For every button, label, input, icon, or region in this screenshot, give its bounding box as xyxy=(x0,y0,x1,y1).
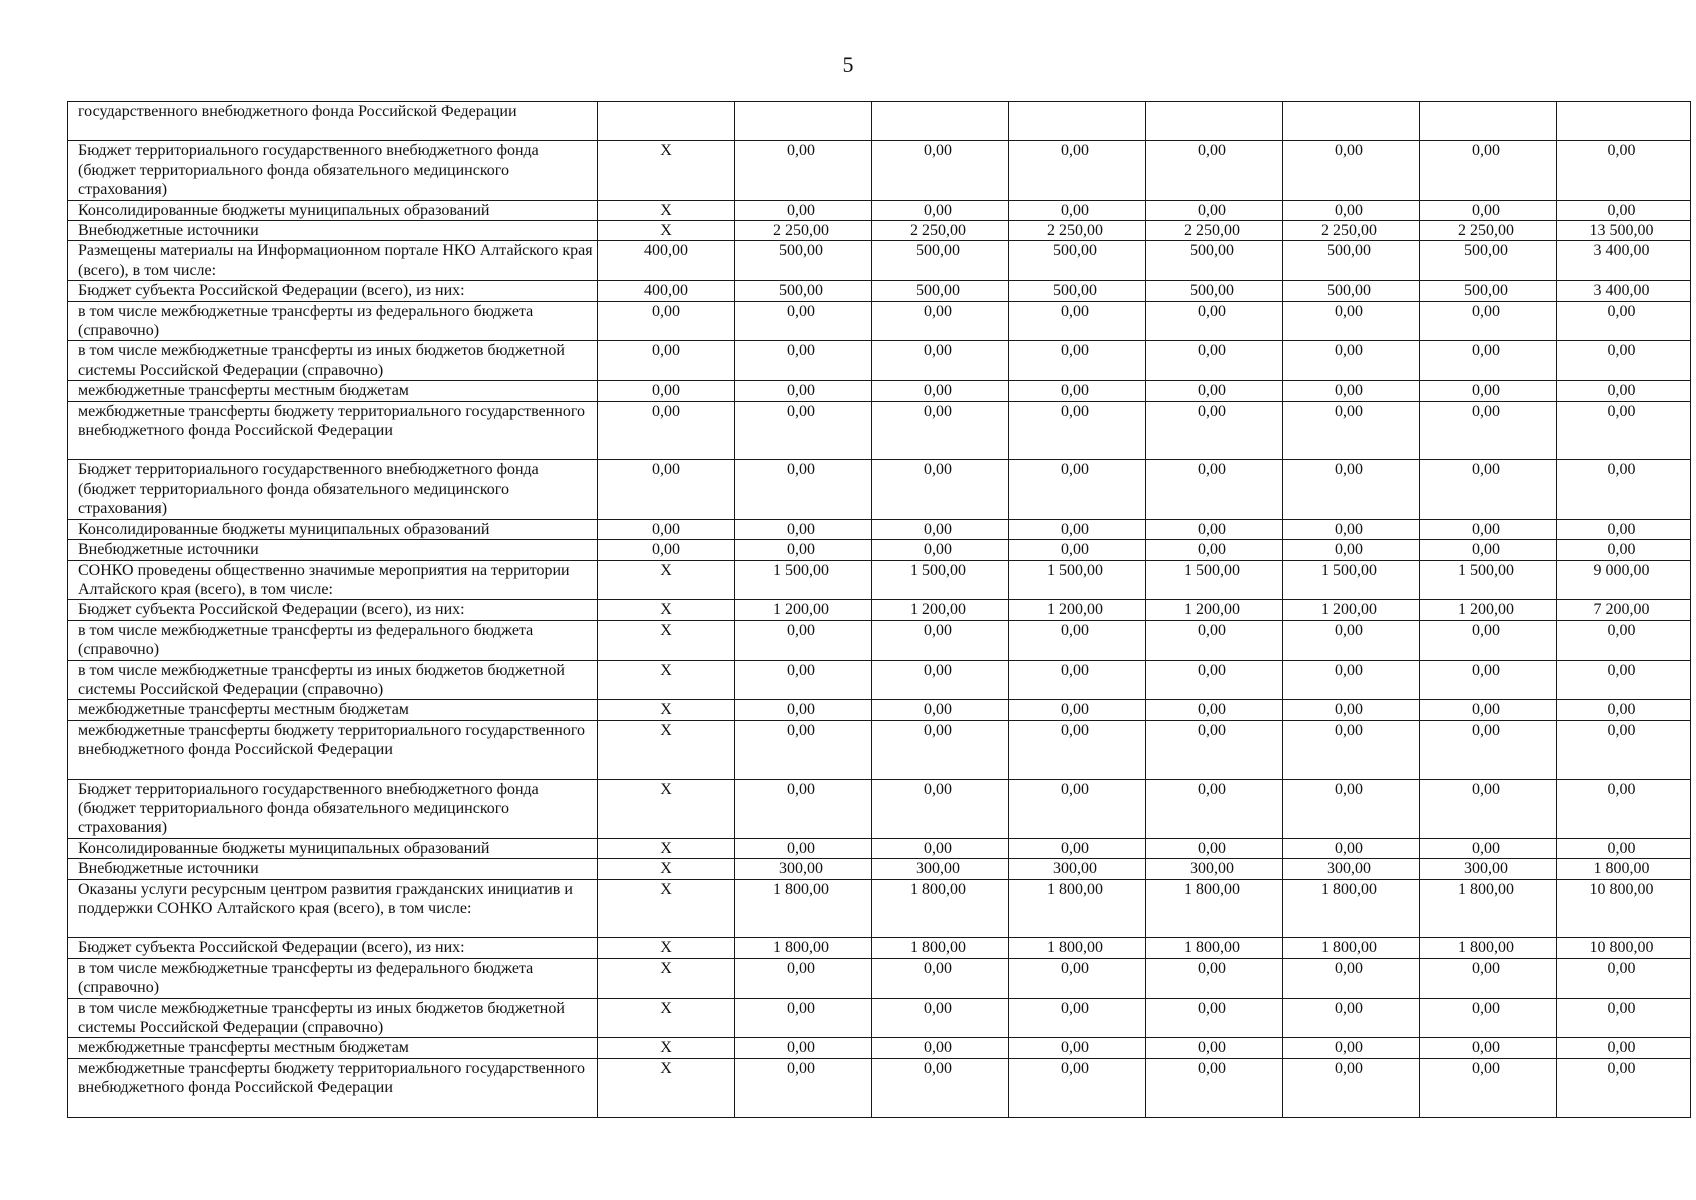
value-cell: 10 800,00 xyxy=(1557,879,1691,938)
value-cell: 0,00 xyxy=(1557,958,1691,998)
value-cell: 0,00 xyxy=(1283,200,1420,220)
value-cell: 0,00 xyxy=(1009,838,1146,858)
value-cell: 0,00 xyxy=(1557,720,1691,779)
value-cell: 400,00 xyxy=(598,281,735,301)
row-label: Бюджет субъекта Российской Федерации (всего), из них: xyxy=(68,281,598,301)
page-number: 5 xyxy=(842,52,854,77)
value-cell: 1 800,00 xyxy=(1557,859,1691,879)
table-row xyxy=(68,141,1691,200)
value-cell: 0,00 xyxy=(1557,700,1691,720)
row-label: Внебюджетные источники xyxy=(68,540,598,560)
value-cell: 1 800,00 xyxy=(872,879,1009,938)
value-cell: 1 200,00 xyxy=(735,600,872,620)
value-cell: 0,00 xyxy=(872,401,1009,460)
row-label: Бюджет территориального государственного внебюджетного фонда (бюджет территориального фонда обязательного медицинского страхования) xyxy=(68,779,598,838)
value-cell: 0,00 xyxy=(1146,460,1283,519)
value-cell: 0,00 xyxy=(598,301,735,341)
value-cell: 0,00 xyxy=(872,958,1009,998)
value-cell: 1 500,00 xyxy=(1009,560,1146,600)
value-cell: 0,00 xyxy=(1420,519,1557,539)
value-cell: 0,00 xyxy=(1420,620,1557,660)
row-label: в том числе межбюджетные трансферты из иных бюджетов бюджетной системы Российской Федерации (справочно) xyxy=(68,660,598,700)
value-cell xyxy=(735,102,872,141)
value-cell: Х xyxy=(598,620,735,660)
table-body xyxy=(68,102,1691,1118)
value-cell xyxy=(872,102,1009,141)
value-cell: 500,00 xyxy=(1009,281,1146,301)
table-row xyxy=(68,700,1691,720)
value-cell: 2 250,00 xyxy=(1420,221,1557,241)
table-row xyxy=(68,660,1691,700)
value-cell: 0,00 xyxy=(1009,381,1146,401)
row-label: Размещены материалы на Информационном портале НКО Алтайского края (всего), в том числе: xyxy=(68,241,598,281)
value-cell: 1 800,00 xyxy=(1146,879,1283,938)
value-cell: 1 800,00 xyxy=(1420,938,1557,958)
row-label: межбюджетные трансферты бюджету территориального государственного внебюджетного фонда Российской Федерации xyxy=(68,720,598,779)
value-cell: 0,00 xyxy=(1146,998,1283,1038)
value-cell: 0,00 xyxy=(872,779,1009,838)
value-cell: 0,00 xyxy=(735,200,872,220)
value-cell: 0,00 xyxy=(1557,779,1691,838)
value-cell: 0,00 xyxy=(1009,958,1146,998)
value-cell: 0,00 xyxy=(1146,519,1283,539)
value-cell: 0,00 xyxy=(598,540,735,560)
value-cell: 3 400,00 xyxy=(1557,281,1691,301)
value-cell: 0,00 xyxy=(1146,700,1283,720)
value-cell: 0,00 xyxy=(1557,401,1691,460)
value-cell: 0,00 xyxy=(598,519,735,539)
value-cell: 0,00 xyxy=(1283,660,1420,700)
value-cell: 0,00 xyxy=(1420,998,1557,1038)
table-row xyxy=(68,381,1691,401)
value-cell: 1 500,00 xyxy=(1146,560,1283,600)
value-cell: Х xyxy=(598,859,735,879)
value-cell: 0,00 xyxy=(1557,200,1691,220)
value-cell: 0,00 xyxy=(1557,1058,1691,1117)
value-cell: Х xyxy=(598,720,735,779)
value-cell: 0,00 xyxy=(1557,660,1691,700)
value-cell: 1 500,00 xyxy=(1283,560,1420,600)
table-row xyxy=(68,600,1691,620)
value-cell: 0,00 xyxy=(1283,700,1420,720)
value-cell: 0,00 xyxy=(1283,958,1420,998)
row-label: Бюджет субъекта Российской Федерации (всего), из них: xyxy=(68,600,598,620)
value-cell: 0,00 xyxy=(598,381,735,401)
value-cell: 0,00 xyxy=(1557,301,1691,341)
value-cell: 1 800,00 xyxy=(1420,879,1557,938)
row-label: Бюджет территориального государственного внебюджетного фонда (бюджет территориального фонда обязательного медицинского страхования) xyxy=(68,460,598,519)
value-cell: 0,00 xyxy=(872,620,1009,660)
value-cell: 2 250,00 xyxy=(1009,221,1146,241)
value-cell xyxy=(1283,102,1420,141)
value-cell: Х xyxy=(598,1038,735,1058)
value-cell: 0,00 xyxy=(1420,540,1557,560)
value-cell: 500,00 xyxy=(1420,281,1557,301)
value-cell: 0,00 xyxy=(1557,540,1691,560)
value-cell: 0,00 xyxy=(1420,1038,1557,1058)
value-cell: 0,00 xyxy=(1557,381,1691,401)
value-cell: 0,00 xyxy=(1420,301,1557,341)
table-row xyxy=(68,838,1691,858)
value-cell: 0,00 xyxy=(1557,519,1691,539)
value-cell: 0,00 xyxy=(735,998,872,1038)
value-cell: 10 800,00 xyxy=(1557,938,1691,958)
value-cell: 0,00 xyxy=(1283,460,1420,519)
value-cell: 0,00 xyxy=(872,700,1009,720)
value-cell: 0,00 xyxy=(1146,540,1283,560)
value-cell: Х xyxy=(598,879,735,938)
value-cell: 0,00 xyxy=(1009,1058,1146,1117)
value-cell: 7 200,00 xyxy=(1557,600,1691,620)
value-cell: 0,00 xyxy=(1146,200,1283,220)
value-cell: 2 250,00 xyxy=(735,221,872,241)
value-cell xyxy=(598,102,735,141)
value-cell: 0,00 xyxy=(735,620,872,660)
value-cell: 0,00 xyxy=(1009,620,1146,660)
value-cell: 0,00 xyxy=(1283,838,1420,858)
row-label: в том числе межбюджетные трансферты из федерального бюджета (справочно) xyxy=(68,620,598,660)
table-row xyxy=(68,958,1691,998)
value-cell: 300,00 xyxy=(735,859,872,879)
value-cell: 0,00 xyxy=(1557,341,1691,381)
value-cell: 0,00 xyxy=(1009,341,1146,381)
value-cell: 0,00 xyxy=(1420,720,1557,779)
value-cell: 0,00 xyxy=(735,1038,872,1058)
value-cell: 0,00 xyxy=(872,660,1009,700)
value-cell: 0,00 xyxy=(872,460,1009,519)
value-cell: 0,00 xyxy=(1009,401,1146,460)
row-label: в том числе межбюджетные трансферты из федерального бюджета (справочно) xyxy=(68,958,598,998)
value-cell: 0,00 xyxy=(1146,341,1283,381)
table-row xyxy=(68,938,1691,958)
value-cell: 0,00 xyxy=(735,341,872,381)
value-cell: 0,00 xyxy=(1283,341,1420,381)
value-cell: 0,00 xyxy=(598,401,735,460)
value-cell: 1 200,00 xyxy=(1009,600,1146,620)
value-cell: 0,00 xyxy=(1420,1058,1557,1117)
value-cell: 1 800,00 xyxy=(1009,938,1146,958)
value-cell: 0,00 xyxy=(735,519,872,539)
row-label: Внебюджетные источники xyxy=(68,859,598,879)
row-label: Бюджет субъекта Российской Федерации (всего), из них: xyxy=(68,938,598,958)
value-cell: Х xyxy=(598,838,735,858)
value-cell: 1 200,00 xyxy=(872,600,1009,620)
value-cell: 300,00 xyxy=(1009,859,1146,879)
budget-table xyxy=(67,101,1691,1118)
value-cell: 0,00 xyxy=(1146,141,1283,200)
value-cell: 0,00 xyxy=(1009,540,1146,560)
value-cell: Х xyxy=(598,1058,735,1117)
row-label: межбюджетные трансферты местным бюджетам xyxy=(68,381,598,401)
value-cell: 500,00 xyxy=(735,281,872,301)
value-cell: 0,00 xyxy=(1283,519,1420,539)
value-cell: 0,00 xyxy=(1557,620,1691,660)
value-cell: 1 800,00 xyxy=(872,938,1009,958)
value-cell: 0,00 xyxy=(872,720,1009,779)
value-cell: 0,00 xyxy=(872,301,1009,341)
row-label: Внебюджетные источники xyxy=(68,221,598,241)
value-cell: 300,00 xyxy=(1283,859,1420,879)
value-cell: 0,00 xyxy=(1283,779,1420,838)
value-cell: 0,00 xyxy=(1420,779,1557,838)
value-cell: 400,00 xyxy=(598,241,735,281)
value-cell: 0,00 xyxy=(1009,141,1146,200)
value-cell: Х xyxy=(598,998,735,1038)
table-row xyxy=(68,281,1691,301)
value-cell: 2 250,00 xyxy=(1146,221,1283,241)
value-cell: 0,00 xyxy=(735,141,872,200)
value-cell: 300,00 xyxy=(872,859,1009,879)
value-cell: 0,00 xyxy=(735,720,872,779)
value-cell: Х xyxy=(598,600,735,620)
value-cell: 0,00 xyxy=(1557,1038,1691,1058)
value-cell: 1 800,00 xyxy=(1283,938,1420,958)
value-cell: 9 000,00 xyxy=(1557,560,1691,600)
value-cell: 0,00 xyxy=(1009,1038,1146,1058)
value-cell: 300,00 xyxy=(1146,859,1283,879)
value-cell: 0,00 xyxy=(1420,660,1557,700)
row-label: государственного внебюджетного фонда Российской Федерации xyxy=(68,102,598,141)
value-cell: Х xyxy=(598,938,735,958)
value-cell: 0,00 xyxy=(1420,141,1557,200)
table-row xyxy=(68,401,1691,460)
value-cell: 0,00 xyxy=(1420,200,1557,220)
value-cell: 0,00 xyxy=(1283,141,1420,200)
value-cell: 0,00 xyxy=(735,381,872,401)
table-row xyxy=(68,519,1691,539)
value-cell: 1 500,00 xyxy=(735,560,872,600)
value-cell: 0,00 xyxy=(872,838,1009,858)
value-cell: 0,00 xyxy=(735,838,872,858)
value-cell: 0,00 xyxy=(1146,1038,1283,1058)
table-row xyxy=(68,102,1691,141)
value-cell: 0,00 xyxy=(872,381,1009,401)
value-cell: 0,00 xyxy=(1146,958,1283,998)
value-cell: Х xyxy=(598,660,735,700)
value-cell: Х xyxy=(598,779,735,838)
value-cell: 0,00 xyxy=(872,998,1009,1038)
row-label: Консолидированные бюджеты муниципальных образований xyxy=(68,200,598,220)
table-row xyxy=(68,241,1691,281)
row-label: Консолидированные бюджеты муниципальных образований xyxy=(68,519,598,539)
value-cell: 1 800,00 xyxy=(1009,879,1146,938)
value-cell: 500,00 xyxy=(1420,241,1557,281)
table-row xyxy=(68,779,1691,838)
value-cell: 0,00 xyxy=(872,1058,1009,1117)
value-cell: 1 500,00 xyxy=(872,560,1009,600)
value-cell: 0,00 xyxy=(1146,620,1283,660)
value-cell: 0,00 xyxy=(1557,998,1691,1038)
table-row xyxy=(68,879,1691,938)
value-cell: 0,00 xyxy=(1283,998,1420,1038)
value-cell: 500,00 xyxy=(1283,241,1420,281)
value-cell: 0,00 xyxy=(1420,700,1557,720)
value-cell: Х xyxy=(598,221,735,241)
value-cell: 1 200,00 xyxy=(1283,600,1420,620)
value-cell: 0,00 xyxy=(1009,460,1146,519)
value-cell xyxy=(1146,102,1283,141)
value-cell: 0,00 xyxy=(872,519,1009,539)
value-cell: 0,00 xyxy=(1283,401,1420,460)
value-cell: 0,00 xyxy=(1146,401,1283,460)
value-cell: 500,00 xyxy=(1009,241,1146,281)
value-cell: 0,00 xyxy=(1420,958,1557,998)
value-cell: 0,00 xyxy=(1557,460,1691,519)
value-cell: 0,00 xyxy=(872,1038,1009,1058)
value-cell: 0,00 xyxy=(1283,1058,1420,1117)
value-cell: 0,00 xyxy=(735,301,872,341)
value-cell: 0,00 xyxy=(598,341,735,381)
value-cell: 13 500,00 xyxy=(1557,221,1691,241)
table-row xyxy=(68,200,1691,220)
value-cell: 0,00 xyxy=(1146,301,1283,341)
row-label: межбюджетные трансферты местным бюджетам xyxy=(68,700,598,720)
value-cell: 0,00 xyxy=(1283,620,1420,660)
value-cell: 1 200,00 xyxy=(1146,600,1283,620)
table-row xyxy=(68,341,1691,381)
value-cell: 500,00 xyxy=(1146,281,1283,301)
row-label: Консолидированные бюджеты муниципальных образований xyxy=(68,838,598,858)
value-cell: 0,00 xyxy=(1146,660,1283,700)
value-cell: 0,00 xyxy=(872,341,1009,381)
table-row xyxy=(68,560,1691,600)
row-label: в том числе межбюджетные трансферты из федерального бюджета (справочно) xyxy=(68,301,598,341)
value-cell: 0,00 xyxy=(1009,200,1146,220)
row-label: Оказаны услуги ресурсным центром развития гражданских инициатив и поддержки СОНКО Алтайского края (всего), в том числе: xyxy=(68,879,598,938)
value-cell: 0,00 xyxy=(1146,779,1283,838)
value-cell: 0,00 xyxy=(1009,301,1146,341)
table-row xyxy=(68,540,1691,560)
value-cell: 0,00 xyxy=(735,401,872,460)
value-cell: 0,00 xyxy=(1557,141,1691,200)
table-row xyxy=(68,1058,1691,1117)
value-cell: 0,00 xyxy=(1420,381,1557,401)
value-cell: 500,00 xyxy=(872,281,1009,301)
value-cell: 0,00 xyxy=(1283,1038,1420,1058)
value-cell: 0,00 xyxy=(735,660,872,700)
value-cell: 0,00 xyxy=(1009,519,1146,539)
value-cell: 0,00 xyxy=(1283,540,1420,560)
row-label: межбюджетные трансферты местным бюджетам xyxy=(68,1038,598,1058)
value-cell: 0,00 xyxy=(872,200,1009,220)
value-cell: 0,00 xyxy=(1009,700,1146,720)
row-label: СОНКО проведены общественно значимые мероприятия на территории Алтайского края (всего), в том числе: xyxy=(68,560,598,600)
table-row xyxy=(68,859,1691,879)
row-label: межбюджетные трансферты бюджету территориального государственного внебюджетного фонда Российской Федерации xyxy=(68,1058,598,1117)
value-cell: Х xyxy=(598,560,735,600)
value-cell: 0,00 xyxy=(1283,381,1420,401)
value-cell: 0,00 xyxy=(1009,720,1146,779)
row-label: в том числе межбюджетные трансферты из иных бюджетов бюджетной системы Российской Федерации (справочно) xyxy=(68,341,598,381)
value-cell xyxy=(1557,102,1691,141)
value-cell: 0,00 xyxy=(1146,1058,1283,1117)
value-cell: 0,00 xyxy=(1146,720,1283,779)
value-cell xyxy=(1420,102,1557,141)
value-cell: 1 500,00 xyxy=(1420,560,1557,600)
value-cell: 0,00 xyxy=(1420,838,1557,858)
value-cell: 0,00 xyxy=(1146,381,1283,401)
table-row xyxy=(68,460,1691,519)
value-cell: 2 250,00 xyxy=(872,221,1009,241)
value-cell: Х xyxy=(598,141,735,200)
value-cell: 0,00 xyxy=(735,540,872,560)
value-cell: 1 200,00 xyxy=(1420,600,1557,620)
value-cell xyxy=(1009,102,1146,141)
value-cell: 500,00 xyxy=(872,241,1009,281)
value-cell: 0,00 xyxy=(735,460,872,519)
value-cell: 1 800,00 xyxy=(1283,879,1420,938)
value-cell: 0,00 xyxy=(1283,720,1420,779)
table-row xyxy=(68,301,1691,341)
value-cell: Х xyxy=(598,958,735,998)
value-cell: 0,00 xyxy=(1146,838,1283,858)
value-cell: Х xyxy=(598,200,735,220)
value-cell: Х xyxy=(598,700,735,720)
value-cell: 1 800,00 xyxy=(1146,938,1283,958)
value-cell: 0,00 xyxy=(1009,998,1146,1038)
table-row xyxy=(68,620,1691,660)
value-cell: 0,00 xyxy=(735,958,872,998)
value-cell: 0,00 xyxy=(1420,341,1557,381)
value-cell: 300,00 xyxy=(1420,859,1557,879)
row-label: Бюджет территориального государственного внебюджетного фонда (бюджет территориального фонда обязательного медицинского страхования) xyxy=(68,141,598,200)
value-cell: 0,00 xyxy=(1283,301,1420,341)
row-label: межбюджетные трансферты бюджету территориального государственного внебюджетного фонда Российской Федерации xyxy=(68,401,598,460)
table-row xyxy=(68,998,1691,1038)
table-row xyxy=(68,720,1691,779)
value-cell: 0,00 xyxy=(1420,401,1557,460)
value-cell: 0,00 xyxy=(1420,460,1557,519)
table-row xyxy=(68,221,1691,241)
value-cell: 500,00 xyxy=(735,241,872,281)
value-cell: 1 800,00 xyxy=(735,879,872,938)
value-cell: 1 800,00 xyxy=(735,938,872,958)
table-row xyxy=(68,1038,1691,1058)
value-cell: 0,00 xyxy=(1557,838,1691,858)
value-cell: 500,00 xyxy=(1283,281,1420,301)
value-cell: 0,00 xyxy=(1009,779,1146,838)
value-cell: 0,00 xyxy=(735,779,872,838)
value-cell: 0,00 xyxy=(872,141,1009,200)
value-cell: 0,00 xyxy=(1009,660,1146,700)
value-cell: 0,00 xyxy=(735,700,872,720)
value-cell: 0,00 xyxy=(735,1058,872,1117)
value-cell: 2 250,00 xyxy=(1283,221,1420,241)
value-cell: 0,00 xyxy=(598,460,735,519)
value-cell: 0,00 xyxy=(872,540,1009,560)
row-label: в том числе межбюджетные трансферты из иных бюджетов бюджетной системы Российской Федерации (справочно) xyxy=(68,998,598,1038)
value-cell: 500,00 xyxy=(1146,241,1283,281)
value-cell: 3 400,00 xyxy=(1557,241,1691,281)
